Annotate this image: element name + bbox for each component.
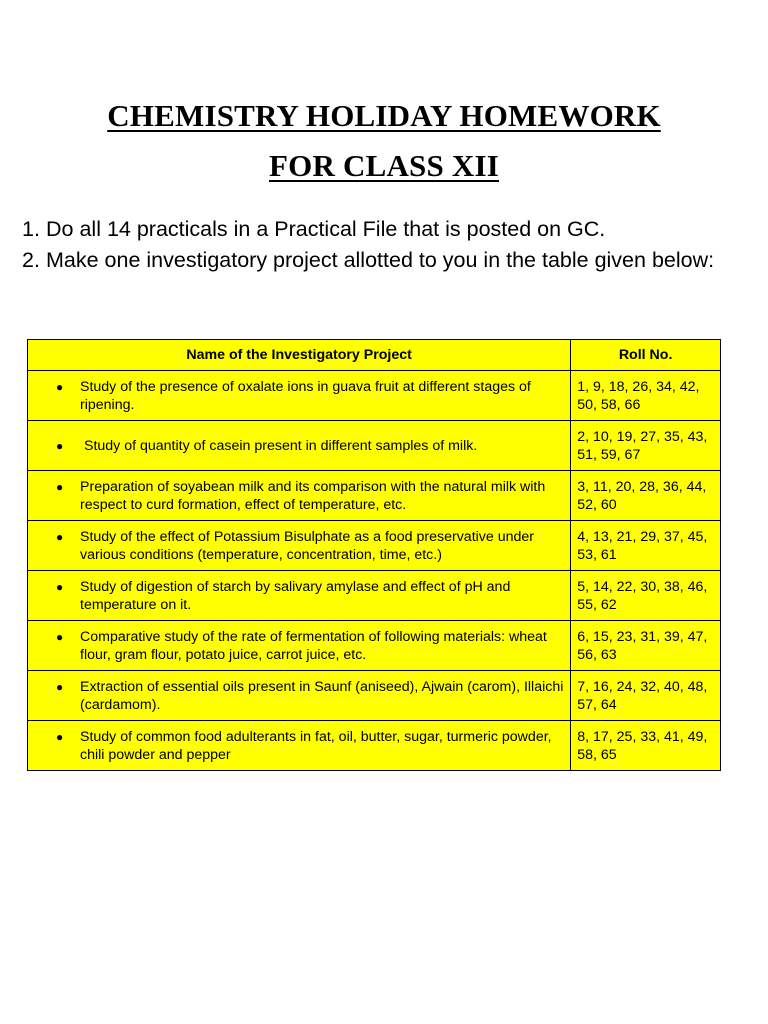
project-cell	[28, 371, 571, 421]
project-cell	[28, 571, 571, 621]
instruction-item	[22, 214, 722, 245]
roll-numbers: 5, 14, 22, 30, 38, 46, 55, 62	[571, 571, 721, 621]
table-row	[28, 721, 721, 771]
project-cell	[28, 521, 571, 571]
instruction-number: 2.	[22, 248, 40, 272]
bullet-icon: ●	[56, 379, 64, 394]
table-row	[28, 521, 721, 571]
bullet-icon: ●	[56, 529, 64, 544]
project-cell	[28, 671, 571, 721]
table-header-row	[28, 340, 721, 371]
roll-numbers: 6, 15, 23, 31, 39, 47, 56, 63	[571, 621, 721, 671]
roll-numbers: 7, 16, 24, 32, 40, 48, 57, 64	[571, 671, 721, 721]
bullet-icon: ●	[56, 629, 64, 644]
instruction-item	[22, 245, 722, 276]
instructions-list	[22, 214, 722, 276]
table-row	[28, 421, 721, 471]
project-cell	[28, 471, 571, 521]
bullet-icon: ●	[56, 438, 64, 453]
project-name: Study of the presence of oxalate ions in guava fruit at different stages of ripening.	[80, 378, 531, 413]
bullet-icon: ●	[56, 579, 64, 594]
project-name: Study of quantity of casein present in different samples of milk.	[84, 437, 478, 454]
instruction-text: Do all 14 practicals in a Practical File that is posted on GC.	[46, 217, 606, 241]
roll-numbers: 4, 13, 21, 29, 37, 45, 53, 61	[571, 521, 721, 571]
roll-numbers: 1, 9, 18, 26, 34, 42, 50, 58, 66	[571, 371, 721, 421]
roll-numbers: 2, 10, 19, 27, 35, 43, 51, 59, 67	[571, 421, 721, 471]
table-row	[28, 671, 721, 721]
table-row	[28, 621, 721, 671]
project-name: Preparation of soyabean milk and its comparison with the natural milk with respect to curd formation, effect of temperature, etc.	[80, 478, 546, 513]
bullet-icon: ●	[56, 479, 64, 494]
table-row	[28, 371, 721, 421]
project-name: Study of the effect of Potassium Bisulphate as a food preservative under various conditions (temperature, concentration, time, etc.)	[80, 528, 535, 563]
project-name: Extraction of essential oils present in Saunf (aniseed), Ajwain (carom), Illaichi (cardamom).	[80, 678, 564, 713]
project-cell	[28, 621, 571, 671]
instruction-number: 1.	[22, 217, 40, 241]
bullet-icon: ●	[56, 679, 64, 694]
project-name: Study of digestion of starch by salivary amylase and effect of pH and temperature on it.	[80, 578, 511, 613]
project-cell	[28, 721, 571, 771]
bullet-icon: ●	[56, 729, 64, 744]
page-title: CHEMISTRY HOLIDAY HOMEWORK	[107, 98, 661, 133]
project-cell	[28, 421, 571, 471]
instruction-text: Make one investigatory project allotted to you in the table given below:	[46, 248, 715, 272]
page-subtitle: FOR CLASS XII	[269, 148, 499, 183]
table-row	[28, 471, 721, 521]
roll-numbers: 3, 11, 20, 28, 36, 44, 52, 60	[571, 471, 721, 521]
table-row	[28, 571, 721, 621]
header-project-name: Name of the Investigatory Project	[28, 340, 571, 371]
roll-numbers: 8, 17, 25, 33, 41, 49, 58, 65	[571, 721, 721, 771]
projects-table	[27, 339, 721, 771]
header-roll-no: Roll No.	[571, 340, 721, 371]
project-name: Comparative study of the rate of fermentation of following materials: wheat flour, gram flour, potato juice, carrot juice, etc.	[80, 628, 547, 663]
project-name: Study of common food adulterants in fat, oil, butter, sugar, turmeric powder, chili powder and pepper	[80, 728, 552, 763]
